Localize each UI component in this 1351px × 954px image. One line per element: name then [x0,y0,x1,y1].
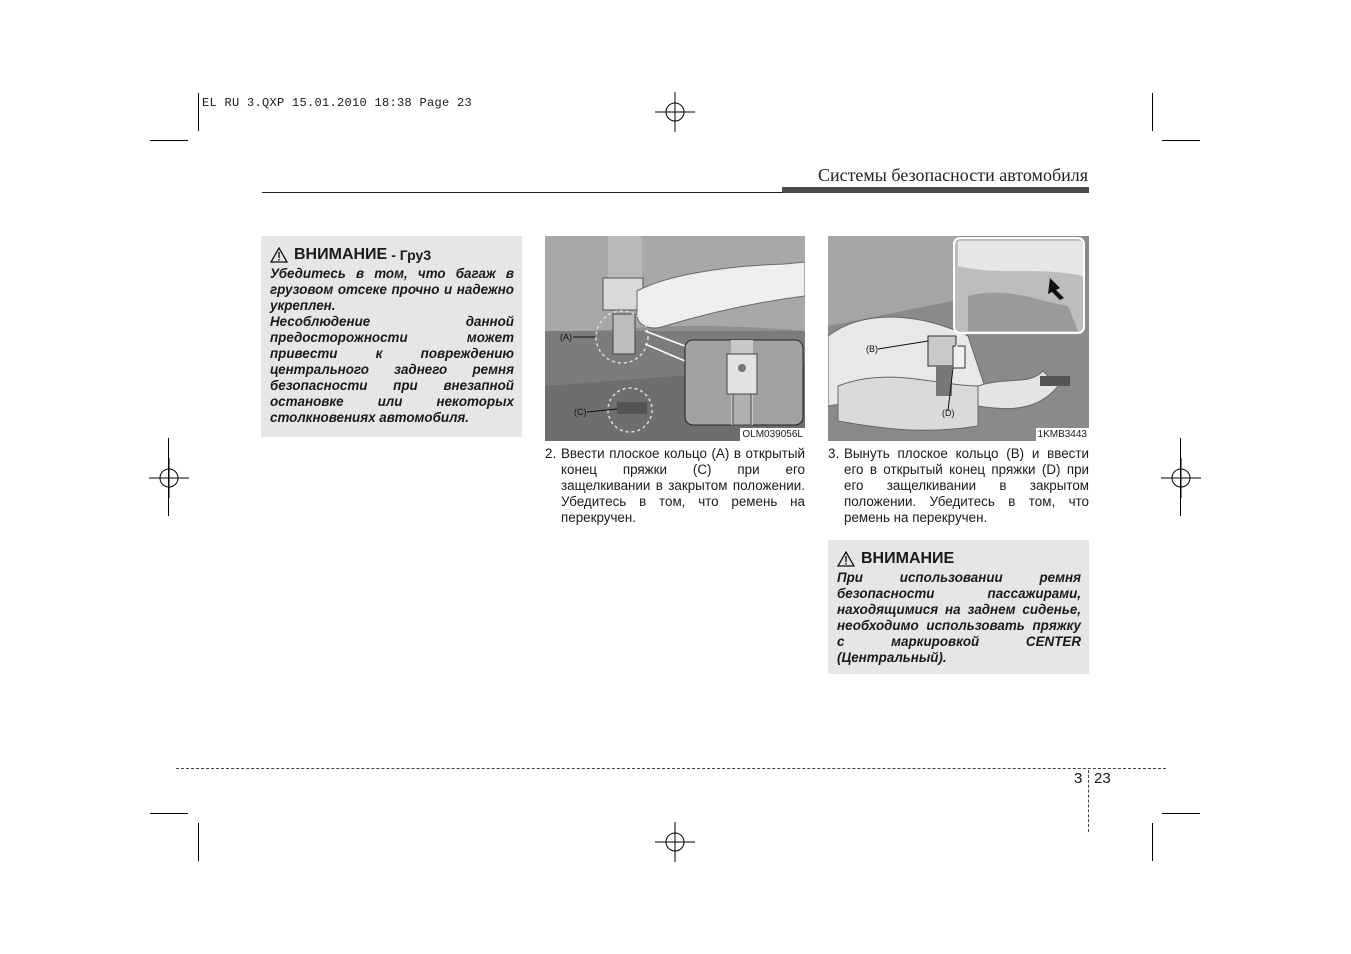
warning-box-cargo [261,236,522,437]
warning-box-center [828,540,1089,674]
warning-paragraph: При использовании ремня безопасности пассажирами, находящимися на заднем сиденье, необходимо использовать пряжку с маркировкой CENTER (Центральный). [837,570,1081,665]
crop-mark [1152,823,1153,861]
warning-title [270,246,514,264]
section-number: 3 [1074,770,1083,787]
step-text: Вынуть плоское кольцо (B) и ввести его в открытый конец пряжки (D) при его защелкивании в закрытом положении. Убедитесь в том, что ремень на перекручен. [844,446,1089,525]
warning-title-text: ВНИМАНИЕ [861,550,955,567]
registration-mark-top [655,92,695,132]
header-bar [782,187,1089,193]
crop-mark [150,140,188,141]
figure-seatbelt-buckle-b [828,236,1089,441]
crop-mark [1180,438,1181,516]
warning-title-text: ВНИМАНИЕ [294,246,388,263]
step-number: 2. [545,446,557,461]
registration-mark-bottom [655,822,695,862]
warning-triangle-icon [837,551,855,567]
crop-mark [1162,140,1200,141]
figure-seatbelt-buckle-a [545,236,805,441]
print-slug: EL RU 3.QXP 15.01.2010 18:38 Page 23 [202,96,473,110]
warning-title [837,550,1081,568]
seatbelt-illustration [828,236,1089,441]
crop-mark [150,813,188,814]
crop-mark [1162,813,1200,814]
registration-mark-right [1161,458,1201,498]
warning-paragraph: Несоблюдение данной предосторожности может привести к повреждению центрального заднего ремня безопасности при внезапной остановке или некоторых столкновениях автомобиля. [270,314,514,425]
warning-triangle-icon [270,247,288,263]
label-b: (B) [866,344,878,354]
page-number: 23 [1094,770,1111,787]
label-a: (A) [560,332,572,342]
crop-mark [1152,93,1153,131]
step-2 [545,446,805,526]
figure-code: OLM039056L [742,429,803,440]
step-text: Ввести плоское кольцо (A) в открытый конец пряжки (C) при его защелкивании в закрытом положении. Убедитесь в том, что ремень на перекручен. [561,446,805,525]
warning-subtitle: - Гру3 [391,247,432,263]
crop-mark [198,93,199,131]
label-d: (D) [942,408,955,418]
crop-mark [168,438,169,516]
figure-code: 1KMB3443 [1037,429,1087,440]
step-3 [828,446,1089,526]
step-number: 3. [828,446,840,461]
page-number-divider [1088,770,1089,832]
footer-rule [176,768,1166,769]
section-title: Системы безопасности автомобиля [817,165,1088,185]
header-rule [262,192,782,193]
registration-mark-left [149,458,189,498]
warning-paragraph: Убедитесь в том, что багаж в грузовом отсеке прочно и надежно укреплен. [270,266,514,313]
label-c: (C) [574,407,587,417]
crop-mark [198,823,199,861]
